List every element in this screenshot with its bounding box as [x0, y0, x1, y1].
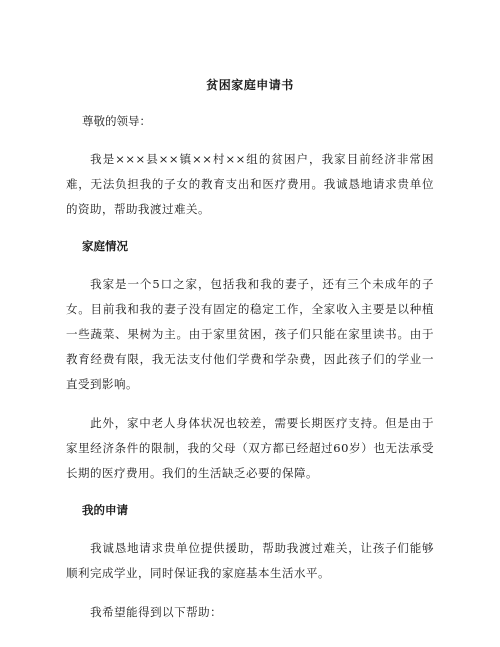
document-title: 贫困家庭申请书 — [206, 78, 294, 92]
salutation: 尊敬的领导： — [82, 114, 151, 128]
family-paragraph-2: 此外，家中老人身体状况也较差，需要长期医疗支持。但是由于家里经济条件的限制，我的父母（双方都已经超过60岁）也无法承受长期的医疗费用。我们的生活缺乏必要的保障。 — [66, 416, 434, 480]
request-paragraph-2: 我希望能得到以下帮助： — [90, 605, 223, 619]
family-paragraph-1: 我家是一个5口之家，包括我和我的妻子，还有三个未成年的子女。目前我和我的妻子没有固定的稳定工作，全家收入主要是以种植一些蔬菜、果树为主。由于家里贫困，孩子们只能在家里读书。由于教育经费有限，我无法支付他们学费和学杂费，因此孩子们的学业一直受到影响。 — [66, 277, 434, 391]
family-section-heading: 家庭情况 — [82, 239, 128, 253]
request-section-heading: 我的申请 — [82, 503, 128, 517]
request-paragraph-1: 我诚恳地请求贵单位提供援助，帮助我渡过难关，让孩子们能够顺利完成学业，同时保证我的家庭基本生活水平。 — [66, 541, 434, 580]
intro-paragraph: 我是×××县××镇××村××组的贫困户，我家目前经济非常困难，无法负担我的子女的教育支出和医疗费用。我诚恳地请求贵单位的资助，帮助我渡过难关。 — [66, 152, 434, 216]
